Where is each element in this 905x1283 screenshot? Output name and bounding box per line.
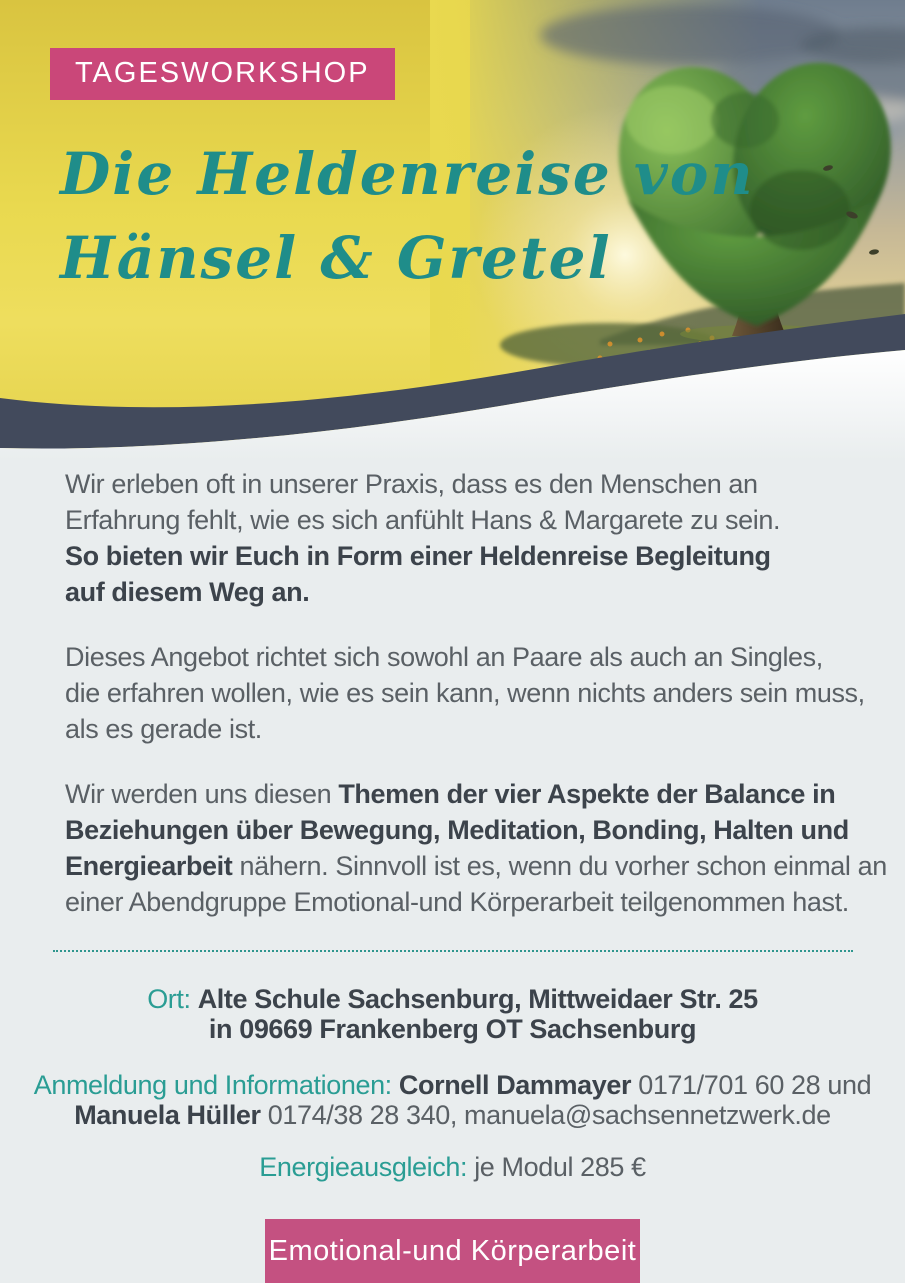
location-info: Ort: Alte Schule Sachsenburg, Mittweidaer Str. 25 in 09669 Frankenberg OT Sachsenburg: [147, 984, 758, 1044]
title-line-1: Die Heldenreise von: [60, 140, 755, 208]
footer-band: [265, 1219, 640, 1283]
page-title: [60, 132, 755, 300]
body-content: [0, 460, 905, 920]
price-info: Energieausgleich: je Modul 285 €: [259, 1152, 646, 1182]
dotted-divider: [53, 950, 853, 952]
footer-band-label: Emotional-und Körperarbeit: [268, 1234, 637, 1267]
tagesworkshop-badge: TAGESWORKSHOP: [50, 48, 395, 100]
hero-section: [0, 0, 905, 460]
intro-paragraph-2: Dieses Angebot richtet sich sowohl an Paare als auch an Singles, die erfahren wollen, wie es sein kann, wenn nichts anders sein muss, als es gerade ist.: [65, 642, 865, 744]
details-section: [0, 984, 905, 1182]
title-line-2: Hänsel & Gretel: [60, 224, 612, 292]
registration-info: Anmeldung und Informationen: Cornell Dammayer 0171/701 60 28 und Manuela Hüller 0174/38 28 340, manuela@sachsennetzwerk.de: [33, 1070, 872, 1130]
intro-paragraph-1: Wir erleben oft in unserer Praxis, dass es den Menschen an Erfahrung fehlt, wie es sich anfühlt Hans & Margarete zu sein. So bieten wir Euch in Form einer Heldenreise Begleitung auf diesem Weg an.: [65, 469, 781, 607]
intro-paragraph-3: Wir werden uns diesen Themen der vier Aspekte der Balance in Beziehungen über Bewegung, Meditation, Bonding, Halten und Energiearbeit nähern. Sinnvoll ist es, wenn du vorher schon einmal an einer Abendgruppe Emotional-und Körperarbeit teilgenommen hast.: [65, 779, 887, 917]
